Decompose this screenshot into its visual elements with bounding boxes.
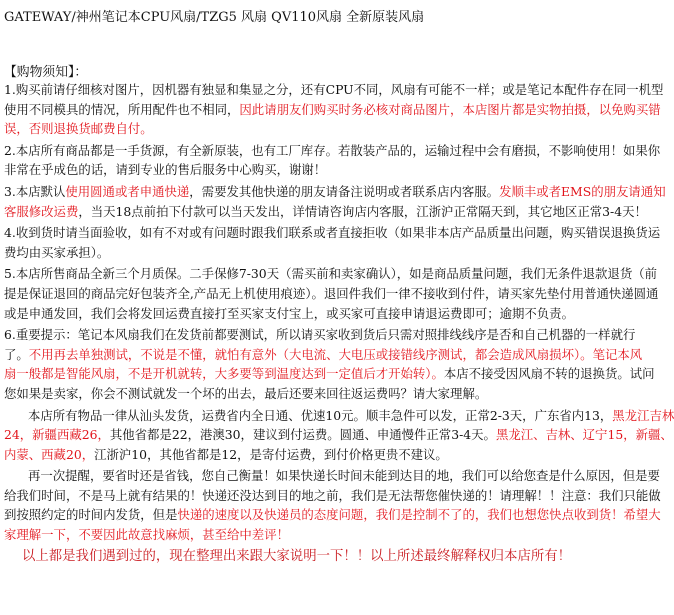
shopping-notice-heading: 【购物须知】：	[4, 65, 88, 80]
notice-line	[0, 384, 618, 404]
notice-text: 2.本店所有商品都是一手货源，有全新原装，也有工厂库存。若散装产品的，运输过程中会有磨损，不影响使用！如果你	[4, 142, 661, 158]
highlighted-text: 客服修改运费	[4, 203, 79, 219]
notice-line	[0, 505, 661, 525]
notice-text: 您如果是卖家，你会不测试就发一个坏的出去，最后还要来回往返运费吗？请大家理解。	[4, 385, 488, 401]
highlighted-text: 不用再去单独测试，不说是不懂，就怕有意外（大电流、大电压或接错线序测试，都会造成风扇损坏）。	[28, 346, 593, 362]
highlighted-text: 黑龙江、吉林、辽宁15，新疆、	[495, 427, 673, 443]
notice-line	[0, 466, 660, 486]
notice-text: 本店不接受因风扇不转的退换货。试问	[443, 366, 655, 382]
notice-line	[0, 264, 657, 284]
highlighted-text: 笔记本风	[592, 346, 643, 362]
highlighted-text: 快递的速度以及快递员的态度问题，我们是控制不了的，我们也想您快点收到货！希望大	[177, 507, 661, 523]
notice-line	[0, 525, 618, 545]
product-title: GATEWAY/神州笔记本CPU风扇/TZG5 风扇 QV110风扇 全新原装风扇	[4, 10, 425, 25]
highlighted-text: 内蒙、西藏20，	[4, 446, 95, 462]
notice-line	[0, 100, 661, 120]
notice-line	[0, 364, 655, 384]
notice-line	[0, 345, 643, 365]
notice-text: 或是申通发回，我们会将发回运费直接打至买家支付宝上，或买家可直接申请退运费即可；逾期不负责。	[4, 305, 574, 321]
highlighted-text: 以上都是我们遇到过的，现在整理出来跟大家说明一下！！以上所述最终解释权归本店所有！	[22, 548, 572, 564]
highlighted-text: 家理解一下，不要因此故意找麻烦，甚至给中差评！	[4, 527, 289, 543]
notice-line	[0, 80, 664, 100]
notice-line	[0, 406, 674, 426]
notice-line	[0, 304, 618, 324]
notice-line	[0, 325, 636, 345]
highlighted-text: 误，否则退换货邮费自付。	[4, 121, 153, 137]
notice-text: 提是保证退回的商品完好包装齐全,产品无上机使用痕迹）。退回件我们一律不接收到付件，请买家先垫付用普通快递圆通	[4, 285, 659, 301]
notice-line	[0, 284, 659, 304]
highlighted-text: 扇一般都是智能风扇，不是开机就转，大多要等到温度达到一定值后才开始转）。	[4, 366, 444, 382]
notice-line	[0, 223, 661, 243]
notice-text: 6.重要提示：笔记本风扇我们在发货前都要测试，所以请买家收到货后只需对照排线线序是否和自己机器的一样就行	[4, 327, 636, 343]
notice-line	[0, 160, 618, 180]
notice-body	[0, 80, 674, 566]
notice-text: 非常在乎成色的话，请到专业的售后服务中心购买，谢谢！	[4, 162, 327, 178]
highlighted-text: 使用圆通或者申通快递	[65, 183, 190, 199]
notice-text: 1.购买前请仔细核对图片，因机器有独显和集显之分，还有CPU不同，风扇有可能不一样；或是笔记本配件存在同一机型	[4, 82, 664, 97]
notice-line	[0, 486, 661, 506]
notice-text: 到按照约定的时间内发货，但是	[4, 507, 178, 523]
notice-line	[0, 141, 661, 161]
highlighted-text: 黑龙江吉林	[612, 407, 674, 423]
notice-text: 其他省都是22，港澳30，建议到付运费。圆通、申通慢件正常3-4天。	[109, 427, 496, 443]
notice-text: 5.本店所售商品全新三个月质保。二手保修7-30天（需买前和卖家确认），如是商品质量问题，我们无条件退款退货（前	[4, 266, 657, 282]
highlighted-text: 因此请朋友们购买时务必核对商品图片，本店图片都是实物拍摄，以免购买错	[239, 101, 661, 117]
highlighted-text: 24，新疆西藏26，	[4, 427, 110, 443]
notice-text: 使用不同模具的情况，所用配件也不相同，	[4, 101, 240, 117]
highlighted-text: 发顺丰或者EMS的朋友请通知	[499, 183, 666, 199]
notice-line	[0, 547, 614, 567]
notice-text: 本店所有物品一律从汕头发货，运费省内全日通、优速10元。顺丰急件可以发，正常2-3天，广东省内13，	[28, 407, 613, 423]
notice-text: 给我们时间，不是马上就有结果的！快递还没达到目的地之前，我们是无法帮您催快递的！请理解！！注意：我们只能做	[4, 487, 661, 503]
notice-text: 了。	[4, 346, 29, 362]
notice-line	[0, 243, 618, 263]
notice-line	[0, 445, 618, 465]
notice-line	[0, 425, 673, 445]
notice-text: 费均由买家承担）。	[4, 244, 110, 260]
notice-text: 3.本店默认	[4, 183, 66, 199]
notice-line	[0, 182, 666, 202]
notice-line	[0, 202, 647, 222]
notice-text: ，需要发其他快递的朋友请备注说明或者联系店内客服。	[189, 183, 500, 199]
notice-text: 4.收到货时请当面验收，如有不对或有问题时跟我们联系或者直接拒收（如果非本店产品质量出问题，购买错误退换货运	[4, 225, 661, 241]
notice-text: 江浙沪10，其他省都是12，是寄付运费，到付价格更贵不建议。	[94, 446, 448, 462]
notice-line	[0, 119, 618, 139]
notice-text: ，当天18点前拍下付款可以当天发出，详情请咨询店内客服，江浙沪正常隔天到，其它地区正常3-4天！	[78, 203, 647, 219]
notice-text: 再一次提醒，要省时还是省钱，您自己衡量！如果快递长时间未能到达目的地，我们可以给您查是什么原因，但是要	[28, 468, 660, 484]
